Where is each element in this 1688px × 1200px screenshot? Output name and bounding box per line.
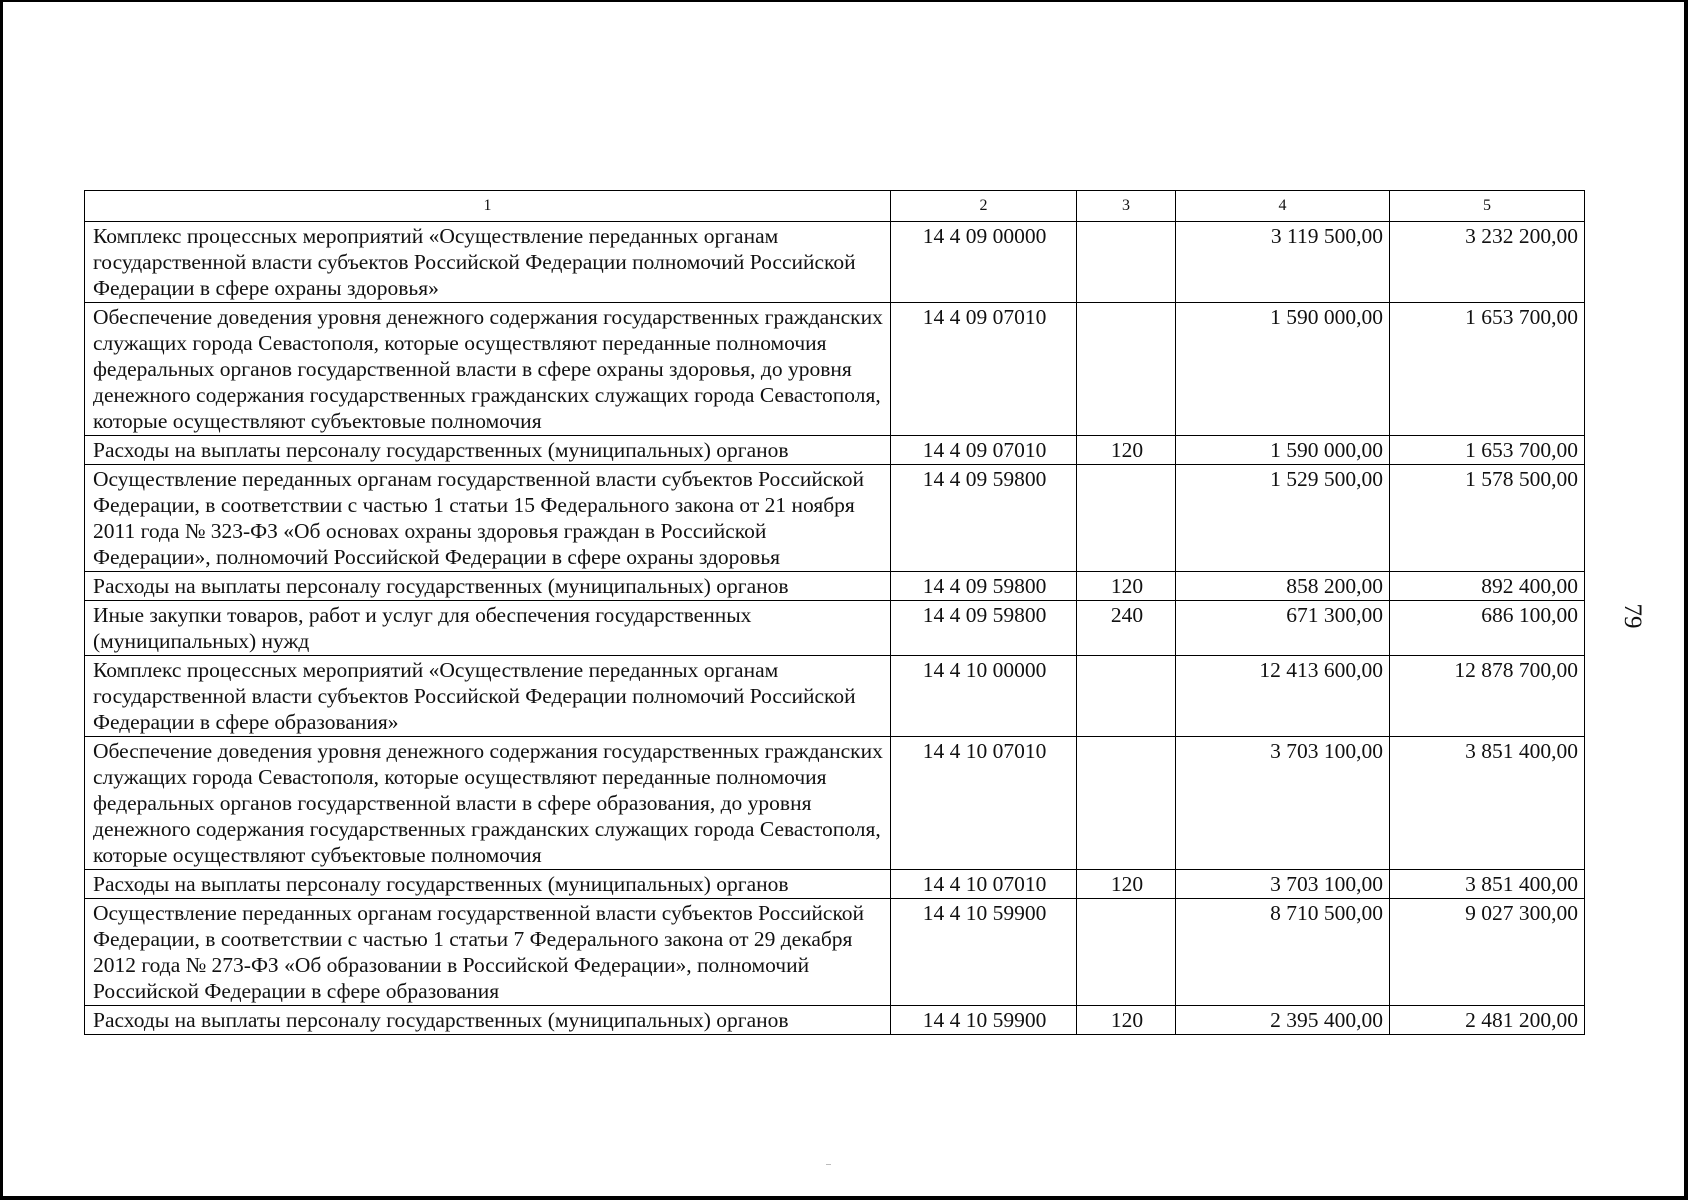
row-name-cell: Комплекс процессных мероприятий «Осуществление переданных органам государственной власти субъектов Российской Федерации полномочий Российской Федерации в сфере охраны здоровья»	[85, 222, 891, 303]
scan-border-left	[0, 0, 3, 1200]
row-sum2-cell: 892 400,00	[1390, 572, 1585, 601]
row-type-cell: 120	[1077, 436, 1176, 465]
row-code-cell: 14 4 09 07010	[891, 436, 1077, 465]
row-type-cell	[1077, 656, 1176, 737]
row-sum2-cell: 1 578 500,00	[1390, 465, 1585, 572]
row-sum2-cell: 686 100,00	[1390, 601, 1585, 656]
row-type-cell: 120	[1077, 572, 1176, 601]
table-row	[85, 870, 1585, 899]
row-sum2-cell: 2 481 200,00	[1390, 1006, 1585, 1035]
row-type-cell	[1077, 303, 1176, 436]
scan-border-right	[1684, 0, 1688, 1200]
row-name-cell: Расходы на выплаты персоналу государственных (муниципальных) органов	[85, 870, 891, 899]
row-name-cell: Расходы на выплаты персоналу государственных (муниципальных) органов	[85, 436, 891, 465]
row-sum2-cell: 1 653 700,00	[1390, 303, 1585, 436]
table-row	[85, 601, 1585, 656]
row-code-cell: 14 4 10 00000	[891, 656, 1077, 737]
scan-border-top	[0, 0, 1688, 2]
scan-border-bottom	[0, 1196, 1688, 1200]
table-row	[85, 1006, 1585, 1035]
row-name-cell: Иные закупки товаров, работ и услуг для обеспечения государственных (муниципальных) нужд	[85, 601, 891, 656]
row-sum2-cell: 9 027 300,00	[1390, 899, 1585, 1006]
row-sum1-cell: 12 413 600,00	[1176, 656, 1390, 737]
row-name-cell: Расходы на выплаты персоналу государственных (муниципальных) органов	[85, 1006, 891, 1035]
row-name-cell: Обеспечение доведения уровня денежного содержания государственных гражданских служащих города Севастополя, которые осуществляют переданные полномочия федеральных органов государственной власти в сфере образования, до уровня денежного содержания государственных гражданских служащих города Севастополя, которые осуществляют субъектовые полномочия	[85, 737, 891, 870]
row-sum1-cell: 2 395 400,00	[1176, 1006, 1390, 1035]
row-type-cell: 120	[1077, 1006, 1176, 1035]
row-sum1-cell: 3 119 500,00	[1176, 222, 1390, 303]
row-sum1-cell: 8 710 500,00	[1176, 899, 1390, 1006]
row-name-cell: Обеспечение доведения уровня денежного содержания государственных гражданских служащих города Севастополя, которые осуществляют переданные полномочия федеральных органов государственной власти в сфере охраны здоровья, до уровня денежного содержания государственных гражданских служащих города Севастополя, которые осуществляют субъектовые полномочия	[85, 303, 891, 436]
table-row	[85, 656, 1585, 737]
row-sum1-cell: 3 703 100,00	[1176, 870, 1390, 899]
column-header-4: 4	[1176, 191, 1390, 222]
row-sum1-cell: 671 300,00	[1176, 601, 1390, 656]
row-sum2-cell: 3 851 400,00	[1390, 870, 1585, 899]
row-sum1-cell: 1 590 000,00	[1176, 303, 1390, 436]
row-type-cell	[1077, 465, 1176, 572]
table-row	[85, 465, 1585, 572]
budget-table	[84, 190, 1585, 1035]
table-row	[85, 436, 1585, 465]
row-sum2-cell: 3 232 200,00	[1390, 222, 1585, 303]
table-row	[85, 899, 1585, 1006]
row-sum2-cell: 1 653 700,00	[1390, 436, 1585, 465]
row-code-cell: 14 4 10 07010	[891, 870, 1077, 899]
table-row	[85, 572, 1585, 601]
row-code-cell: 14 4 10 07010	[891, 737, 1077, 870]
row-type-cell: 240	[1077, 601, 1176, 656]
row-code-cell: 14 4 09 59800	[891, 601, 1077, 656]
column-header-3: 3	[1077, 191, 1176, 222]
row-type-cell	[1077, 222, 1176, 303]
row-sum1-cell: 3 703 100,00	[1176, 737, 1390, 870]
header-row	[85, 191, 1585, 222]
column-header-2: 2	[891, 191, 1077, 222]
row-type-cell: 120	[1077, 870, 1176, 899]
row-type-cell	[1077, 737, 1176, 870]
row-sum1-cell: 1 590 000,00	[1176, 436, 1390, 465]
row-sum2-cell: 3 851 400,00	[1390, 737, 1585, 870]
row-sum1-cell: 1 529 500,00	[1176, 465, 1390, 572]
row-name-cell: Комплекс процессных мероприятий «Осуществление переданных органам государственной власти субъектов Российской Федерации полномочий Российской Федерации в сфере образования»	[85, 656, 891, 737]
column-header-5: 5	[1390, 191, 1585, 222]
row-code-cell: 14 4 09 59800	[891, 572, 1077, 601]
scan-speck	[826, 1164, 831, 1165]
row-code-cell: 14 4 09 07010	[891, 303, 1077, 436]
column-header-1: 1	[85, 191, 891, 222]
row-type-cell	[1077, 899, 1176, 1006]
row-code-cell: 14 4 09 59800	[891, 465, 1077, 572]
page-number: 79	[1619, 603, 1646, 629]
row-sum2-cell: 12 878 700,00	[1390, 656, 1585, 737]
row-sum1-cell: 858 200,00	[1176, 572, 1390, 601]
row-code-cell: 14 4 10 59900	[891, 1006, 1077, 1035]
row-code-cell: 14 4 09 00000	[891, 222, 1077, 303]
row-code-cell: 14 4 10 59900	[891, 899, 1077, 1006]
row-name-cell: Расходы на выплаты персоналу государственных (муниципальных) органов	[85, 572, 891, 601]
table-row	[85, 222, 1585, 303]
row-name-cell: Осуществление переданных органам государственной власти субъектов Российской Федерации, в соответствии с частью 1 статьи 15 Федерального закона от 21 ноября 2011 года № 323-ФЗ «Об основах охраны здоровья граждан в Российской Федерации», полномочий Российской Федерации в сфере охраны здоровья	[85, 465, 891, 572]
table-row	[85, 303, 1585, 436]
row-name-cell: Осуществление переданных органам государственной власти субъектов Российской Федерации, в соответствии с частью 1 статьи 7 Федерального закона от 29 декабря 2012 года № 273-ФЗ «Об образовании в Российской Федерации», полномочий Российской Федерации в сфере образования	[85, 899, 891, 1006]
table-row	[85, 737, 1585, 870]
